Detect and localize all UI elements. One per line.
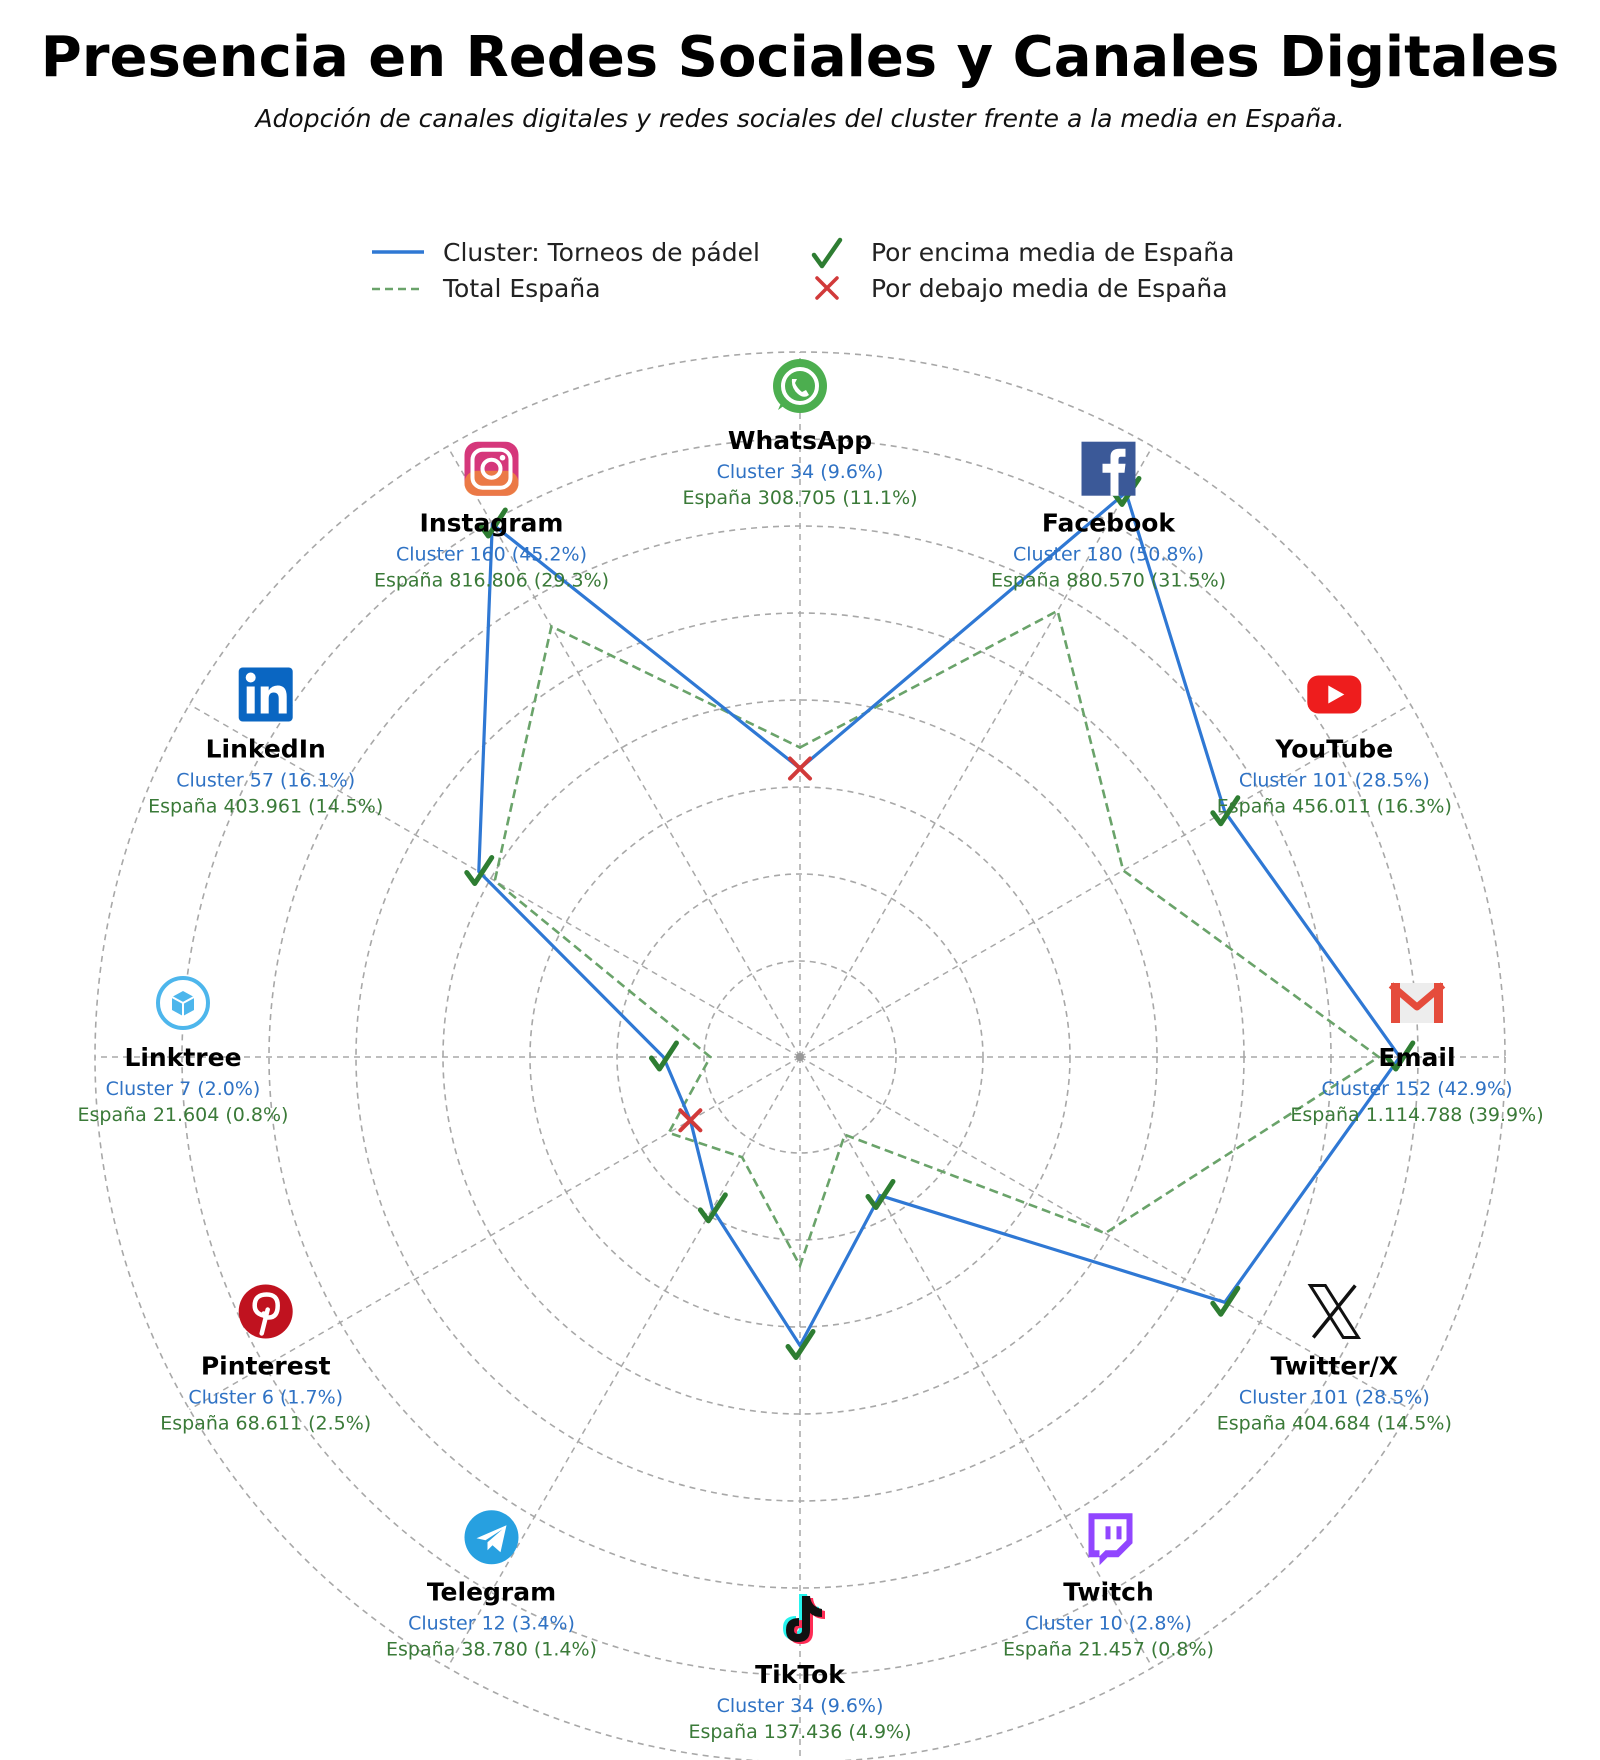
category-spain-value: España 456.011 (16.3%) (1216, 795, 1452, 818)
spain-series-line (495, 611, 1379, 1266)
category-spain-value: España 816.806 (29.3%) (373, 569, 610, 592)
category-name: LinkedIn (205, 734, 326, 764)
category-linktree (78, 978, 289, 1126)
legend (372, 238, 1234, 303)
legend-below-label: Por debajo media de España (871, 274, 1228, 303)
twitch-icon (1089, 1513, 1133, 1565)
telegram-icon (465, 1510, 519, 1564)
category-cluster-value: Cluster 34 (9.6%) (716, 461, 884, 483)
category-name: TikTok (755, 1660, 845, 1689)
category-cluster-value: Cluster 160 (45.2%) (396, 543, 587, 566)
chart-subtitle: Adopción de canales digitales y redes sociales del cluster frente a la media en España. (255, 104, 1345, 133)
category-cluster-value: Cluster 7 (2.0%) (105, 1078, 261, 1100)
category-twitter-x (1217, 1286, 1452, 1435)
grid-spoke (800, 1057, 1153, 1668)
cross-marker (680, 1110, 700, 1130)
legend-cluster-label: Cluster: Torneos de pádel (443, 238, 760, 267)
instagram-icon (465, 442, 519, 496)
category-pinterest (160, 1285, 371, 1435)
category-name: YouTube (1275, 734, 1394, 764)
cluster-series (479, 492, 1400, 1345)
category-cluster-value: Cluster 101 (28.5%) (1238, 1386, 1430, 1409)
grid-spoke (800, 446, 1153, 1057)
legend-above-label: Por encima media de España (871, 238, 1235, 267)
category-youtube (1217, 676, 1452, 818)
category-linkedin (148, 668, 383, 818)
pinterest-icon (239, 1285, 293, 1339)
tiktok-icon (783, 1594, 825, 1644)
category-instagram (374, 442, 609, 592)
spain-series (495, 611, 1379, 1266)
category-spain-value: España 137.436 (4.9%) (688, 1721, 912, 1743)
comparison-markers (467, 478, 1413, 1357)
category-twitch (1003, 1513, 1214, 1660)
linktree-icon (158, 978, 208, 1028)
category-name: Telegram (426, 1577, 557, 1607)
x-icon (1310, 1286, 1358, 1338)
grid-spoke (448, 1057, 801, 1668)
category-cluster-value: Cluster 101 (28.5%) (1238, 769, 1430, 792)
category-name: Pinterest (200, 1351, 331, 1381)
category-name: Email (1378, 1043, 1456, 1072)
cross-marker (790, 759, 810, 779)
category-name: Twitter/X (1270, 1351, 1399, 1381)
category-name: WhatsApp (727, 426, 873, 455)
category-name: Twitch (1063, 1577, 1154, 1607)
category-whatsapp (682, 359, 917, 509)
category-spain-value: España 21.457 (0.8%) (1003, 1638, 1214, 1661)
category-telegram (386, 1510, 597, 1660)
category-facebook (991, 442, 1226, 592)
category-cluster-value: Cluster 12 (3.4%) (408, 1612, 575, 1635)
linkedin-icon (239, 668, 293, 722)
category-spain-value: España 21.604 (0.8%) (77, 1104, 289, 1126)
whatsapp-icon (773, 359, 827, 413)
category-spain-value: España 1.114.788 (39.9%) (1290, 1104, 1544, 1126)
category-cluster-value: Cluster 180 (50.8%) (1013, 543, 1204, 566)
category-cluster-value: Cluster 6 (1.7%) (188, 1386, 344, 1409)
category-cluster-value: Cluster 152 (42.9%) (1321, 1078, 1513, 1100)
category-cluster-value: Cluster 34 (9.6%) (716, 1695, 884, 1717)
legend-cross-icon (817, 278, 837, 298)
radar-grid (95, 352, 1505, 1760)
category-cluster-value: Cluster 10 (2.8%) (1025, 1612, 1192, 1635)
email-icon (1391, 983, 1443, 1023)
radar-center (796, 1053, 804, 1061)
legend-check-icon (814, 240, 840, 266)
category-spain-value: España 308.705 (11.1%) (682, 487, 918, 509)
facebook-icon (1082, 442, 1136, 496)
legend-spain-label: Total España (443, 274, 601, 303)
category-name: Linktree (124, 1043, 242, 1072)
category-spain-value: España 38.780 (1.4%) (386, 1638, 597, 1661)
chart-title: Presencia en Redes Sociales y Canales Digitales (40, 25, 1560, 90)
category-tiktok (688, 1594, 911, 1743)
category-cluster-value: Cluster 57 (16.1%) (176, 769, 356, 792)
category-spain-value: España 68.611 (2.5%) (160, 1412, 372, 1435)
category-spain-value: España 403.961 (14.5%) (148, 795, 384, 818)
category-spain-value: España 404.684 (14.5%) (1216, 1412, 1452, 1435)
category-name: Instagram (419, 508, 564, 538)
category-spain-value: España 880.570 (31.5%) (990, 569, 1227, 592)
cluster-series-line (479, 492, 1400, 1345)
grid-spoke (448, 446, 801, 1057)
youtube-icon (1307, 676, 1361, 714)
category-name: Facebook (1041, 508, 1176, 538)
